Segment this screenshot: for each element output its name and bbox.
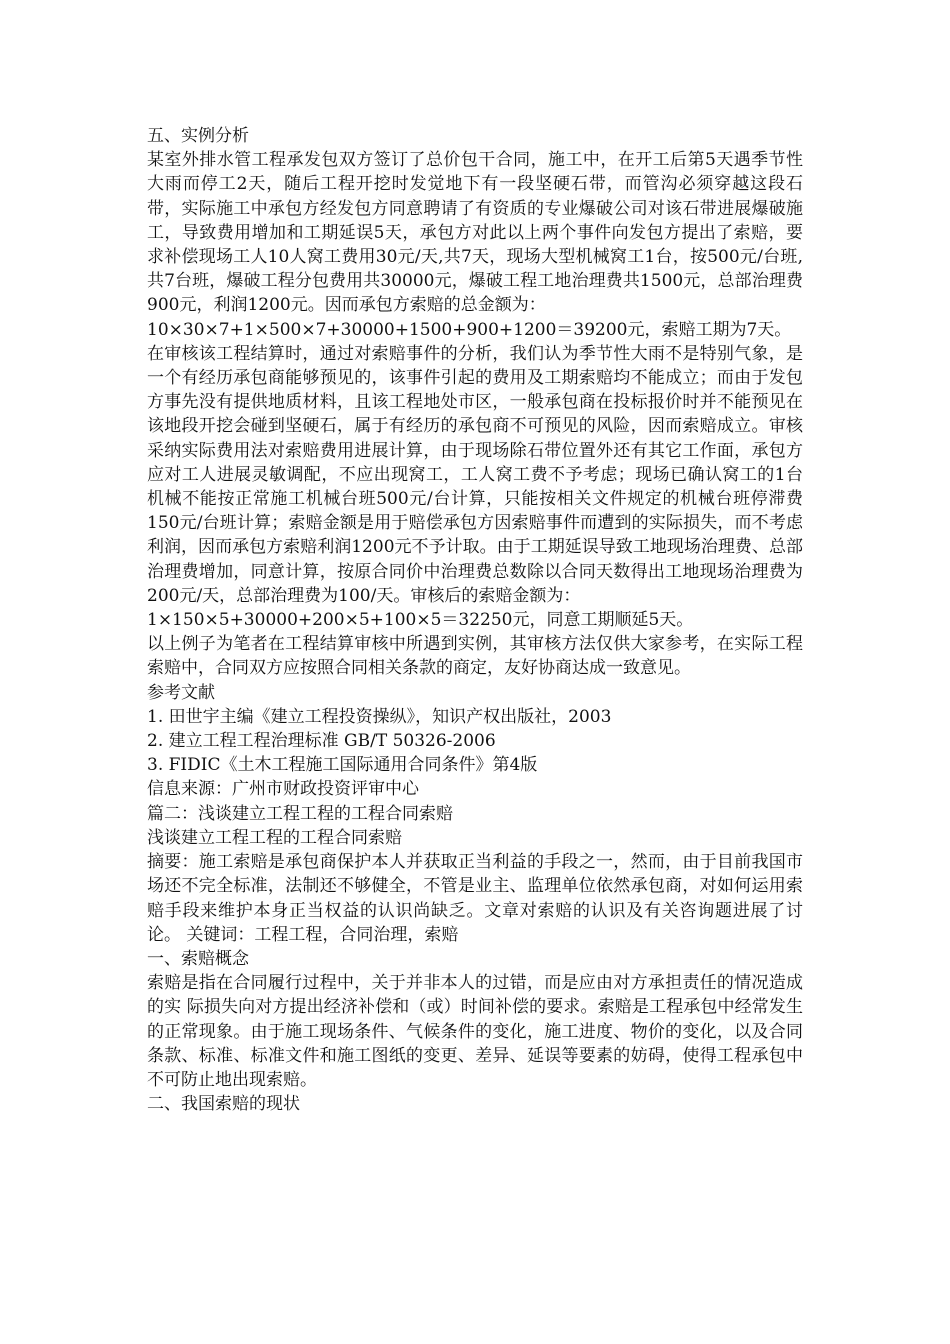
formula-audited-total: 1×150×5+30000+200×5+100×5＝32250元，同意工期顺延5天。	[147, 610, 694, 631]
paragraph-claim-concept: 索赔是指在合同履行过程中，关于并非本人的过错，而是应由对方承担责任的情况造成的实 际损失向对方提出经济补偿和（或）时间补偿的要求。索赔是工程承包中经常发生的正常现象。由于施工现场条件、气候条件的变化，施工进度、物价的变化，以及合同条款、标准、标准文件和施工图纸的变更、差异、延误等要素的妨碍，使得工程承包中不可防止地出现索赔。	[147, 973, 803, 1090]
paragraph-conclusion: 以上例子为笔者在工程结算审核中所遇到实例，其审核方法仅供大家参考，在实际工程索赔中，合同双方应按照合同相关条款的商定，友好协商达成一致意见。	[147, 634, 803, 679]
heading-case-analysis: 五、实例分析	[147, 126, 249, 146]
paragraph-case-description: 某室外排水管工程承发包双方签订了总价包干合同，施工中，在开工后第5天遇季节性大雨而停工2天，随后工程开挖时发觉地下有一段坚硬石带，而管沟必须穿越这段石带，实际施工中承包方经发包方同意聘请了有资质的专业爆破公司对该石带进展爆破施工，导致费用增加和工期延误5天，承包方对此以上两个事件向发包方提出了索赔，要求补偿现场工人10人窝工费用30元/天,共7天，现场大型机械窝工1台，按500元/台班,共7台班，爆破工程分包费用共30000元，爆破工程工地治理费共1500元，总部治理费900元，利润1200元。因而承包方索赔的总金额为：	[147, 150, 803, 316]
chapter-two-heading: 篇二：浅谈建立工程工程的工程合同索赔	[147, 803, 453, 824]
heading-claim-concept: 一、索赔概念	[147, 948, 249, 969]
heading-references: 参考文献	[147, 682, 215, 703]
formula-claimed-total: 10×30×7+1×500×7+30000+1500+900+1200＝39200元，索赔工期为7天。	[147, 319, 792, 340]
paragraph-abstract: 摘要：施工索赔是承包商保护本人并获取正当利益的手段之一，然而，由于目前我国市场还不完全标准，法制还不够健全，不管是业主、监理单位依然承包商，对如何运用索赔手段来维护本身正当权益的认识尚缺乏。文章对索赔的认识及有关咨询题进展了讨论。 关键词：工程工程，合同治理，索赔	[147, 852, 803, 945]
paragraph-audit-analysis: 在审核该工程结算时，通过对索赔事件的分析，我们认为季节性大雨不是特别气象，是一个有经历承包商能够预见的，该事件引起的费用及工期索赔均不能成立；而由于发包方事先没有提供地质材料，且该工程地处市区，一般承包商在投标报价时并不能预见在该地段开挖会碰到坚硬石，属于有经历的承包商不可预见的风险，因而索赔成立。审核采纳实际费用法对索赔费用进展计算，由于现场除石带位置外还有其它工作面，承包方应对工人进展灵敏调配，不应出现窝工，工人窝工费不予考虑；现场已确认窝工的1台机械不能按正常施工机械台班500元/台计算，只能按相关文件规定的机械台班停滞费150元/台班计算；索赔金额是用于赔偿承包方因索赔事件而遭到的实际损失，而不考虑利润，因而承包方索赔利润1200元不予计取。由于工期延误导致工地现场治理费、总部治理费增加，同意计算，按原合同价中治理费总数除以合同天数得出工地现场治理费为200元/天，总部治理费为100/天。审核后的索赔金额为：	[147, 343, 803, 606]
article-title: 浅谈建立工程工程的工程合同索赔	[147, 827, 402, 848]
reference-item-1: 1. 田世宇主编《建立工程投资操纵》，知识产权出版社，2003	[147, 706, 612, 727]
source-line: 信息来源：广州市财政投资评审中心	[147, 779, 419, 800]
heading-claim-status: 二、我国索赔的现状	[147, 1094, 300, 1115]
reference-item-3: 3. FIDIC《土木工程施工国际通用合同条件》第4版	[147, 755, 538, 776]
reference-item-2: 2. 建立工程工程治理标准 GB/T 50326-2006	[147, 731, 496, 752]
document-body	[147, 124, 803, 1116]
